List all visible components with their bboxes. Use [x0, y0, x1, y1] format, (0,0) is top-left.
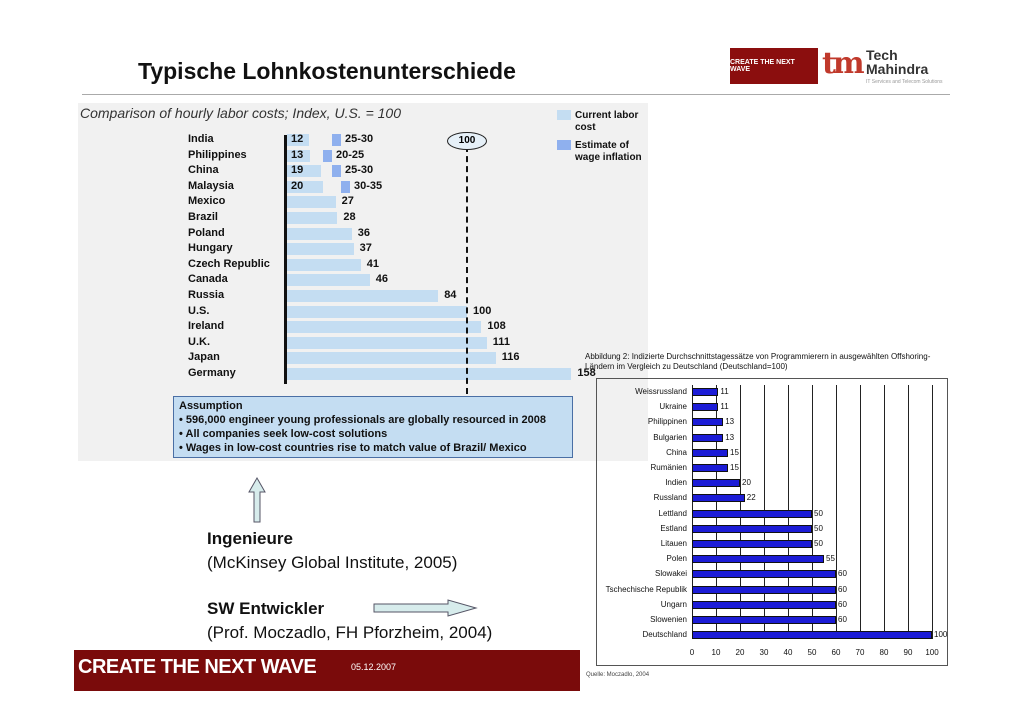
- title-divider: [82, 94, 950, 95]
- legend-label-current: Current labor cost: [575, 110, 639, 133]
- legend-swatch-inflation: [557, 140, 571, 150]
- assumption-bullet: • Wages in low-cost countries rise to match value of Brazil/ Mexico: [179, 442, 527, 454]
- country-label-de-weissrussland: Weissrussland: [635, 387, 687, 396]
- footer-logo: CREATE THE NEXT WAVE: [78, 656, 317, 678]
- value-label-hungary: 37: [359, 242, 372, 255]
- country-label-china: China: [188, 164, 219, 177]
- value-label-u-s-: 100: [473, 304, 492, 317]
- country-label-ireland: Ireland: [188, 320, 225, 333]
- country-label-de-lettland: Lettland: [658, 508, 687, 518]
- value-label-de-polen: 55: [826, 554, 835, 564]
- country-label-brazil: Brazil: [188, 211, 218, 223]
- value-label-poland: 36: [357, 226, 371, 239]
- value-label-de-litauen: 50: [814, 539, 823, 548]
- value-label-de-slowenien: 60: [838, 615, 847, 624]
- country-label-hungary: Hungary: [188, 242, 233, 255]
- country-label-de-slowakei: Slowakei: [654, 569, 687, 579]
- labor-cost-chart-axis: [284, 135, 287, 384]
- gridline: [836, 385, 837, 639]
- us-reference-label: 100: [447, 132, 487, 150]
- bar-bulgarien: [692, 434, 723, 442]
- x-tick-label: 30: [759, 648, 769, 657]
- bar-current-canada: [287, 274, 370, 286]
- page-title: Typische Lohnkostenunterschiede: [138, 58, 516, 84]
- gridline: [884, 385, 885, 639]
- engineers-note: [207, 527, 457, 575]
- x-tick-label: 70: [855, 648, 865, 657]
- value-label-de-china: 15: [730, 447, 739, 457]
- tech-mahindra-logo-text: [866, 48, 928, 76]
- range-label-philippines: 20-25: [336, 148, 365, 161]
- x-tick-label: 10: [711, 648, 721, 657]
- country-label-japan: Japan: [188, 351, 220, 364]
- legend-swatch-current: [557, 110, 571, 120]
- gridline: [908, 385, 909, 639]
- value-label-de-tschechische-republik: 60: [838, 584, 847, 594]
- bar-current-japan: [287, 352, 496, 364]
- country-label-malaysia: Malaysia: [188, 179, 234, 192]
- bar-current-u-k-: [287, 337, 487, 349]
- country-label-de-litauen: Litauen: [660, 539, 687, 548]
- value-label-canada: 46: [375, 273, 389, 286]
- day-rate-chart-caption: Abbildung 2: Indizierte Durchschnittstagessätze von Programmierern in ausgewählten Offshoring-Ländern im Vergleich zu Deutschland (Deutschland=100): [585, 352, 931, 371]
- tech-mahindra-logo-mark: tm: [822, 46, 862, 81]
- country-label-de-indien: Indien: [665, 478, 687, 488]
- value-label-russia: 84: [444, 289, 457, 301]
- value-label-de-russland: 22: [746, 493, 756, 503]
- value-label-mexico: 27: [341, 195, 354, 208]
- bar-current-mexico: [287, 196, 336, 208]
- bar-slowakei: [692, 570, 836, 578]
- assumption-bullet: • 596,000 engineer young professionals are globally resourced in 2008: [179, 414, 546, 426]
- value-label-de-lettland: 50: [814, 508, 823, 518]
- country-label-u-s-: U.S.: [188, 304, 210, 317]
- bar-philippinen: [692, 418, 723, 426]
- country-label-de-slowenien: Slowenien: [650, 615, 687, 624]
- range-label-china: 25-30: [345, 164, 374, 177]
- bar-weissrussland: [692, 388, 718, 396]
- bar-litauen: [692, 540, 812, 548]
- country-label-de-estland: Estland: [660, 523, 687, 533]
- country-label-philippines: Philippines: [188, 148, 247, 161]
- x-tick-label: 100: [925, 648, 939, 657]
- value-label-de-ukraine: 11: [720, 402, 729, 412]
- x-tick-label: 90: [903, 648, 913, 657]
- value-label-u-k-: 111: [492, 335, 510, 348]
- country-label-de-ukraine: Ukraine: [659, 402, 687, 412]
- gridline: [860, 385, 861, 639]
- value-label-de-deutschland: 100: [934, 630, 948, 640]
- value-label-india: 12: [291, 133, 304, 145]
- value-label-de-weissrussland: 11: [720, 387, 729, 396]
- country-label-de-philippinen: Philippinen: [647, 417, 687, 427]
- x-tick-label: 60: [831, 648, 841, 657]
- country-label-de-china: China: [666, 447, 687, 457]
- value-label-philippines: 13: [291, 148, 304, 161]
- assumption-bullet: • All companies seek low-cost solutions: [179, 428, 388, 440]
- up-arrow-icon: [247, 476, 267, 524]
- logo-line-2: Mahindra: [866, 61, 929, 77]
- x-tick-label: 80: [879, 648, 889, 657]
- x-tick-label: 40: [783, 648, 793, 657]
- country-label-de-deutschland: Deutschland: [642, 630, 687, 640]
- bar-inflation-philippines: [323, 150, 332, 162]
- value-label-japan: 116: [501, 351, 520, 364]
- bar-estland: [692, 525, 812, 533]
- assumption-box: [173, 396, 573, 458]
- bar-current-ireland: [287, 321, 481, 333]
- logo-line-1: Tech: [866, 47, 898, 63]
- bar-deutschland: [692, 631, 932, 639]
- day-rate-chart-source: Quelle: Moczadlo, 2004: [586, 672, 650, 678]
- sw-developers-title: SW Entwickler: [207, 599, 325, 618]
- x-tick-label: 0: [689, 648, 695, 657]
- bar-current-poland: [287, 228, 352, 240]
- sw-developers-source: (Prof. Moczadlo, FH Pforzheim, 2004): [207, 623, 493, 642]
- bar-current-czech-republic: [287, 259, 361, 271]
- value-label-czech-republic: 41: [366, 257, 380, 270]
- bar-rum-nien: [692, 464, 728, 472]
- range-label-malaysia: 30-35: [354, 179, 383, 192]
- country-label-de-polen: Polen: [666, 554, 687, 564]
- value-label-de-philippinen: 13: [725, 417, 735, 427]
- value-label-de-rum-nien: 15: [730, 463, 739, 472]
- bar-lettland: [692, 510, 812, 518]
- value-label-de-slowakei: 60: [838, 569, 847, 579]
- value-label-de-indien: 20: [742, 478, 751, 488]
- country-label-czech-republic: Czech Republic: [188, 257, 270, 270]
- bar-russland: [692, 494, 745, 502]
- value-label-de-estland: 50: [814, 523, 823, 533]
- assumption-heading: Assumption: [179, 400, 243, 412]
- country-label-u-k-: U.K.: [188, 335, 210, 348]
- x-tick-label: 50: [807, 648, 817, 657]
- bar-inflation-malaysia: [341, 181, 350, 193]
- us-reference-line: [466, 146, 468, 394]
- right-arrow-icon: [372, 598, 478, 618]
- bar-tschechische-republik: [692, 586, 836, 594]
- country-label-de-russland: Russland: [653, 493, 687, 503]
- value-label-brazil: 28: [343, 211, 356, 223]
- value-label-malaysia: 20: [291, 179, 304, 192]
- brand-banner: CREATE THE NEXT WAVE: [730, 48, 818, 84]
- country-label-germany: Germany: [188, 367, 236, 379]
- labor-cost-chart-title: Comparison of hourly labor costs; Index, U.S. = 100: [80, 105, 401, 121]
- value-label-de-bulgarien: 13: [725, 432, 735, 442]
- logo-tagline: IT Services and Telecom Solutions: [866, 79, 943, 85]
- bar-current-germany: [287, 368, 571, 380]
- engineers-source: (McKinsey Global Institute, 2005): [207, 553, 458, 572]
- country-label-de-rum-nien: Rumänien: [650, 463, 687, 472]
- bar-inflation-china: [332, 165, 341, 177]
- x-tick-label: 20: [735, 648, 745, 657]
- engineers-title: Ingenieure: [207, 529, 293, 548]
- bar-ungarn: [692, 601, 836, 609]
- footer-date: 05.12.2007: [351, 662, 397, 672]
- bar-polen: [692, 555, 824, 563]
- bar-current-hungary: [287, 243, 354, 255]
- value-label-de-ungarn: 60: [838, 599, 847, 609]
- country-label-de-bulgarien: Bulgarien: [653, 432, 687, 442]
- country-label-india: India: [188, 133, 214, 145]
- bar-slowenien: [692, 616, 836, 624]
- bar-current-u-s-: [287, 306, 467, 318]
- country-label-canada: Canada: [188, 273, 228, 286]
- value-label-ireland: 108: [487, 320, 506, 333]
- bar-china: [692, 449, 728, 457]
- country-label-de-tschechische-republik: Tschechische Republik: [605, 584, 687, 594]
- bar-current-brazil: [287, 212, 337, 224]
- bar-inflation-india: [332, 134, 341, 146]
- legend-label-inflation: Estimate of wage inflation: [575, 140, 642, 163]
- value-label-germany: 158: [577, 367, 596, 379]
- country-label-poland: Poland: [188, 226, 225, 239]
- bar-current-russia: [287, 290, 438, 302]
- bar-ukraine: [692, 403, 718, 411]
- country-label-de-ungarn: Ungarn: [660, 599, 687, 609]
- country-label-mexico: Mexico: [188, 195, 226, 208]
- range-label-india: 25-30: [345, 133, 374, 145]
- country-label-russia: Russia: [188, 289, 225, 301]
- value-label-china: 19: [291, 164, 304, 177]
- bar-indien: [692, 479, 740, 487]
- gridline: [932, 385, 933, 639]
